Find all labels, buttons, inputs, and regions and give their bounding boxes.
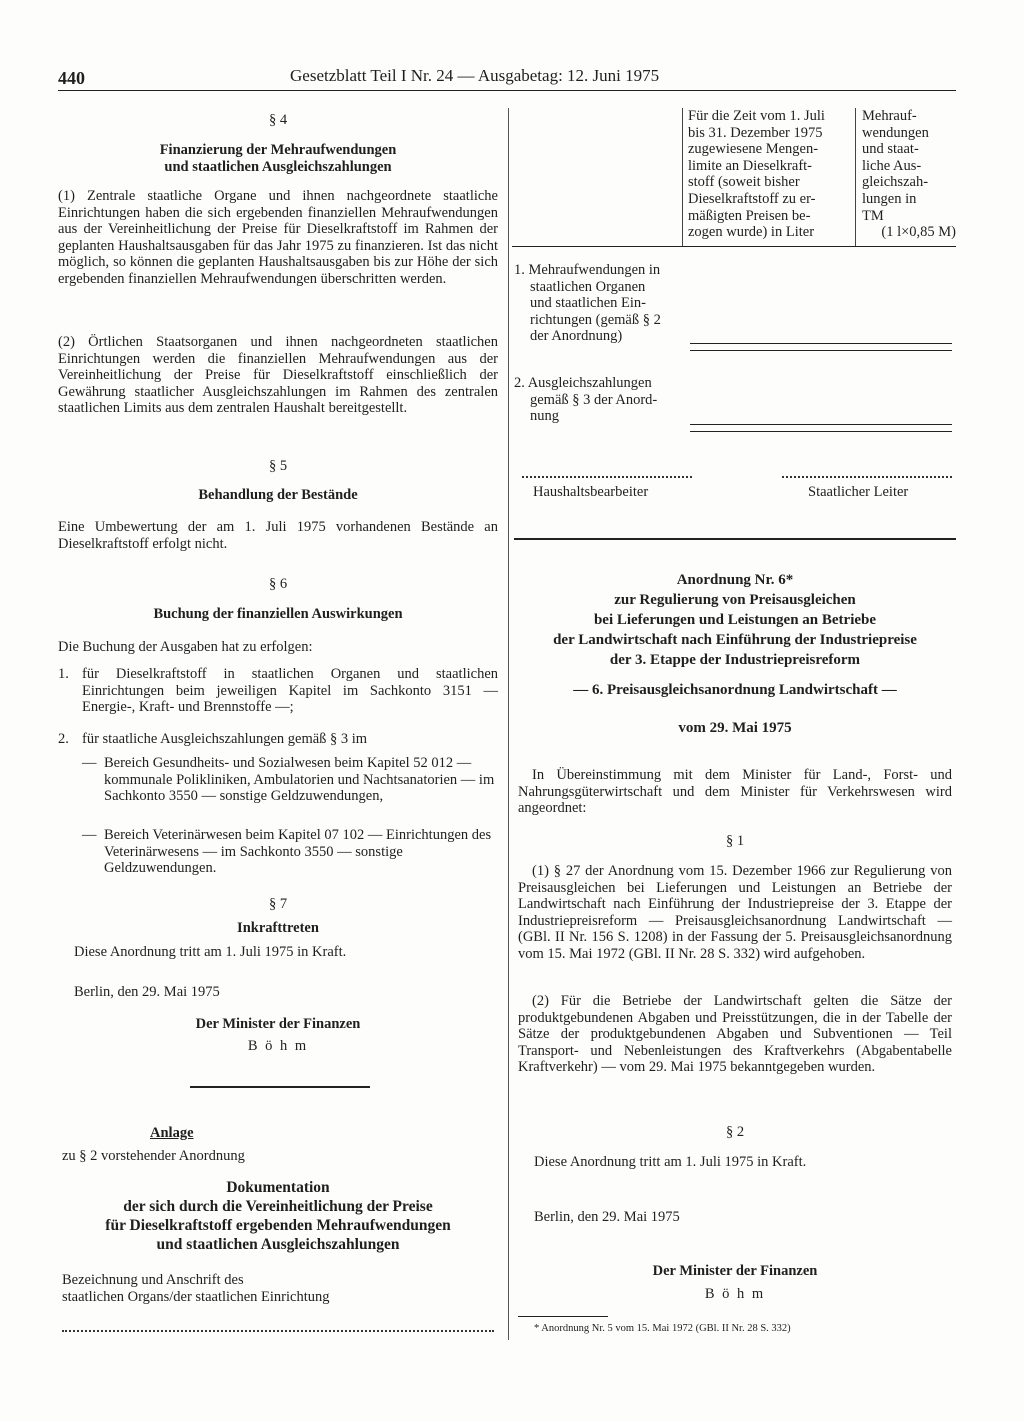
footnote: * Anordnung Nr. 5 vom 15. Mai 1972 (GBl. II Nr. 28 S. 332) [534,1323,791,1334]
right-signer-title: Der Minister der Finanzen [652,1263,818,1279]
col3-header-line-7: TM [862,207,884,224]
section-5-paragraph: Eine Umbewertung der am 1. Juli 1975 vorhandenen Bestände an Dieselkraftstoff erfolgt nicht. [58,519,498,552]
anordnung-subtitle: — 6. Preisausgleichsanordnung Landwirtschaft — [573,682,897,698]
row1-line-2: staatlichen Organen [530,278,646,295]
row2-line-1: 2. Ausgleichszahlungen [514,375,652,391]
section-4-heading-line-1: Finanzierung der Mehraufwendungen [159,142,397,158]
section-4-heading [58,142,498,175]
row-2-rule-a [690,424,952,425]
table-col3-header [862,108,956,241]
left-signer-title: Der Minister der Finanzen [195,1016,361,1032]
row1-line-3: und staatlichen Ein- [530,295,646,312]
col3-header-line-6: lungen in [862,190,917,207]
sig-left-label: Haushaltsbearbeiter [533,484,649,500]
section-6-item-2: für staatliche Ausgleichszahlungen gemäß § 3 im [82,731,368,747]
anlage-title-line-1: Dokumentation [226,1179,330,1196]
col2-header-line-2: bis 31. Dezember 1975 [688,124,823,141]
section-4-heading-line-2: und staatlichen Ausgleichszahlungen [164,158,392,175]
anordnung-section-1-paragraph-1: (1) § 27 der Anordnung vom 15. Dezember 1966 zur Regulierung von Preisausgleichen bei Lieferungen und Leistungen an Betriebe der Landwirtschaft nach Einführung der Industriepreise der 3. Etappe der Industriepreisreform — Preisausgleichsanordnung Landwirtschaft — (GBl. II Nr. 156 S. 1208) in der Fassung der 5. Preisausgleichsanordnung vom 15. Mai 1972 (GBl. II Nr. 28 S. 332) wird aufgehoben. [518,863,952,962]
anlage-reference: zu § 2 vorstehender Anordnung [62,1148,245,1164]
row-1-rule-a [690,343,952,344]
sig-right-label: Staatlicher Leiter [808,484,909,500]
anlage-title-line-3: für Dieselkraftstoff ergebenden Mehraufwendungen [105,1217,451,1234]
col2-header-line-8: zogen wurde) in Liter [688,224,815,241]
left-signer-name: B ö h m [247,1038,309,1054]
anordnung-section-2-number: § 2 [725,1124,745,1140]
col3-header-line-8: (1 l×0,85 M) [881,224,956,241]
anlage-field-label-line-1: Bezeichnung und Anschrift des [62,1272,244,1288]
row1-line-5: der Anordnung) [530,328,623,345]
anordnung-date: vom 29. Mai 1975 [678,720,792,736]
row-2-rule-b [690,431,952,432]
section-6-intro: Die Buchung der Ausgaben hat zu erfolgen: [58,639,313,655]
page-number: 440 [58,68,85,88]
anordnung-preamble: In Übereinstimmung mit dem Minister für Land-, Forst- und Nahrungsgüterwirtschaft und dem Minister für Verkehrswesen wird angeordnet: [518,767,952,817]
header-rule [58,90,956,91]
row1-line-4: richtungen (gemäß § 2 [530,311,661,328]
section-6-dash-item-1: Bereich Gesundheits- und Sozialwesen beim Kapitel 52 012 — kommunale Polikliniken, Ambulatorien und Nachtsanatorien — im Sachkonto 3550 — sonstige Geldzuwendungen, [104,755,495,805]
section-7-number: § 7 [268,896,288,912]
section-7-heading: Inkrafttreten [237,920,319,936]
sig-left-dotted-line [522,476,692,478]
dash-marker-1: — [82,755,97,771]
section-4-paragraph-1: (1) Zentrale staatliche Organe und ihnen nachgeordnete staatliche Einrichtungen haben die sich ergebenden finanziellen Mehraufwendungen aus der Vereinheitlichung der Preise für Dieselkraftstoff im Rahmen der geplanten Haushaltsausgaben für das Jahr 1975 zu finanzieren. Ist das nicht möglich, so können die geplanten Haushaltsausgaben bis zur Höhe der sich ergebenden finanziellen Mehraufwendungen überschritten werden. [58,188,498,287]
anlage-field-label [62,1272,330,1305]
section-4-number: § 4 [268,112,288,128]
row2-line-3: nung [530,408,559,425]
table-col-divider-1 [682,108,683,246]
col2-header-line-4: limite an Dieselkraft- [688,157,813,174]
anordnung-section-2-paragraph: Diese Anordnung tritt am 1. Juli 1975 in Kraft. [534,1154,807,1170]
col2-header-line-7: mäßigten Preisen be- [688,207,811,224]
anlage-field-dotted-line [62,1330,494,1332]
col3-header-line-5: gleichszah- [862,174,929,191]
col2-header-line-5: stoff (soweit bisher [688,174,800,191]
anlage-label: Anlage [150,1125,194,1141]
anordnung-title-line-1: Anordnung Nr. 6* [676,572,794,588]
row2-line-2: gemäß § 3 der Anord- [530,391,658,408]
anlage-title [58,1178,498,1254]
section-6-item-1: für Dieselkraftstoff in staatlichen Organen und staatlichen Einrichtungen beim jeweiligen Kapitel im Sachkonto 3151 — Energie-, Kraft- und Brennstoffe —; [82,666,498,716]
section-6-number: § 6 [268,576,288,592]
section-7-paragraph: Diese Anordnung tritt am 1. Juli 1975 in Kraft. [74,944,347,960]
dash-marker-2: — [82,827,97,843]
left-place-date: Berlin, den 29. Mai 1975 [74,984,220,1000]
table-row-2-label [514,375,684,425]
section-6-item-2-number: 2. [58,731,69,747]
table-row-1-label [514,262,684,345]
anordnung-title-line-4: der Landwirtschaft nach Einführung der Industriepreise [553,632,917,648]
section-5-number: § 5 [268,458,288,474]
col3-header-line-2: wendungen [862,124,929,141]
col2-header-line-3: zugewiesene Mengen- [688,141,819,158]
row1-line-1: 1. Mehraufwendungen in [514,262,661,278]
section-5-heading: Behandlung der Bestände [198,487,358,503]
footnote-rule [518,1316,608,1317]
anordnung-title-line-5: der 3. Etappe der Industriepreisreform [609,652,861,668]
section-6-dash-item-2: Bereich Veterinärwesen beim Kapitel 07 102 — Einrichtungen des Veterinärwesens — im Sachkonto 3550 — sonstige Geldzuwendungen. [104,827,492,877]
anlage-field-label-line-2: staatlichen Organs/der staatlichen Einrichtung [62,1288,330,1305]
table-header-rule [512,246,956,247]
right-signer-name: B ö h m [704,1286,766,1302]
col2-header-line-6: Dieselkraftstoff zu er- [688,190,816,207]
sig-right-dotted-line [782,476,952,478]
anordnung-title-line-2: zur Regulierung von Preisausgleichen [614,592,856,608]
section-6-heading: Buchung der finanziellen Auswirkungen [153,606,403,622]
section-4-paragraph-2: (2) Örtlichen Staatsorganen und ihnen nachgeordneten staatlichen Einrichtungen werden die finanziellen Mehraufwendungen aus der Vereinheitlichung der Preise für Dieselkraftstoff einschließlich der Gewährung staatlicher Ausgleichszahlungen im Rahmen des zentralen staatlichen Limits aus dem zentralen Haushalt bereitgestellt. [58,334,498,417]
section-6-item-1-number: 1. [58,666,69,682]
anlage-title-line-2: der sich durch die Vereinheitlichung der Preise [123,1198,433,1215]
right-place-date: Berlin, den 29. Mai 1975 [534,1209,680,1225]
right-separator-rule [514,538,956,540]
left-separator-rule [190,1086,370,1088]
anordnung-title [514,570,956,670]
table-col-divider-2 [855,108,856,246]
anordnung-section-1-paragraph-2: (2) Für die Betriebe der Landwirtschaft gelten die Sätze der produktgebundenen Abgaben und Preisstützungen, die in der Tabelle der Sätze der produktgebundenen Abgaben und Subventionen — Teil Transport- und Nebenleistungen des Kraftverkehrs (Abgabentabelle Kraftverkehr) — vom 29. Mai 1975 bekanntgegeben wurden. [518,993,952,1076]
table-col2-header [688,108,852,241]
column-divider [508,108,509,1340]
anordnung-title-line-3: bei Lieferungen und Leistungen an Betriebe [593,612,877,628]
col3-header-line-4: liche Aus- [862,157,922,174]
row-1-rule-b [690,350,952,351]
running-title: Gesetzblatt Teil I Nr. 24 — Ausgabetag: 12. Juni 1975 [290,66,660,85]
anordnung-section-1-number: § 1 [725,833,745,849]
col2-header-line-1: Für die Zeit vom 1. Juli [688,108,825,124]
anlage-title-line-4: und staatlichen Ausgleichszahlungen [156,1236,400,1253]
col3-header-line-3: und staat- [862,141,919,158]
col3-header-line-1: Mehrauf- [862,108,917,124]
